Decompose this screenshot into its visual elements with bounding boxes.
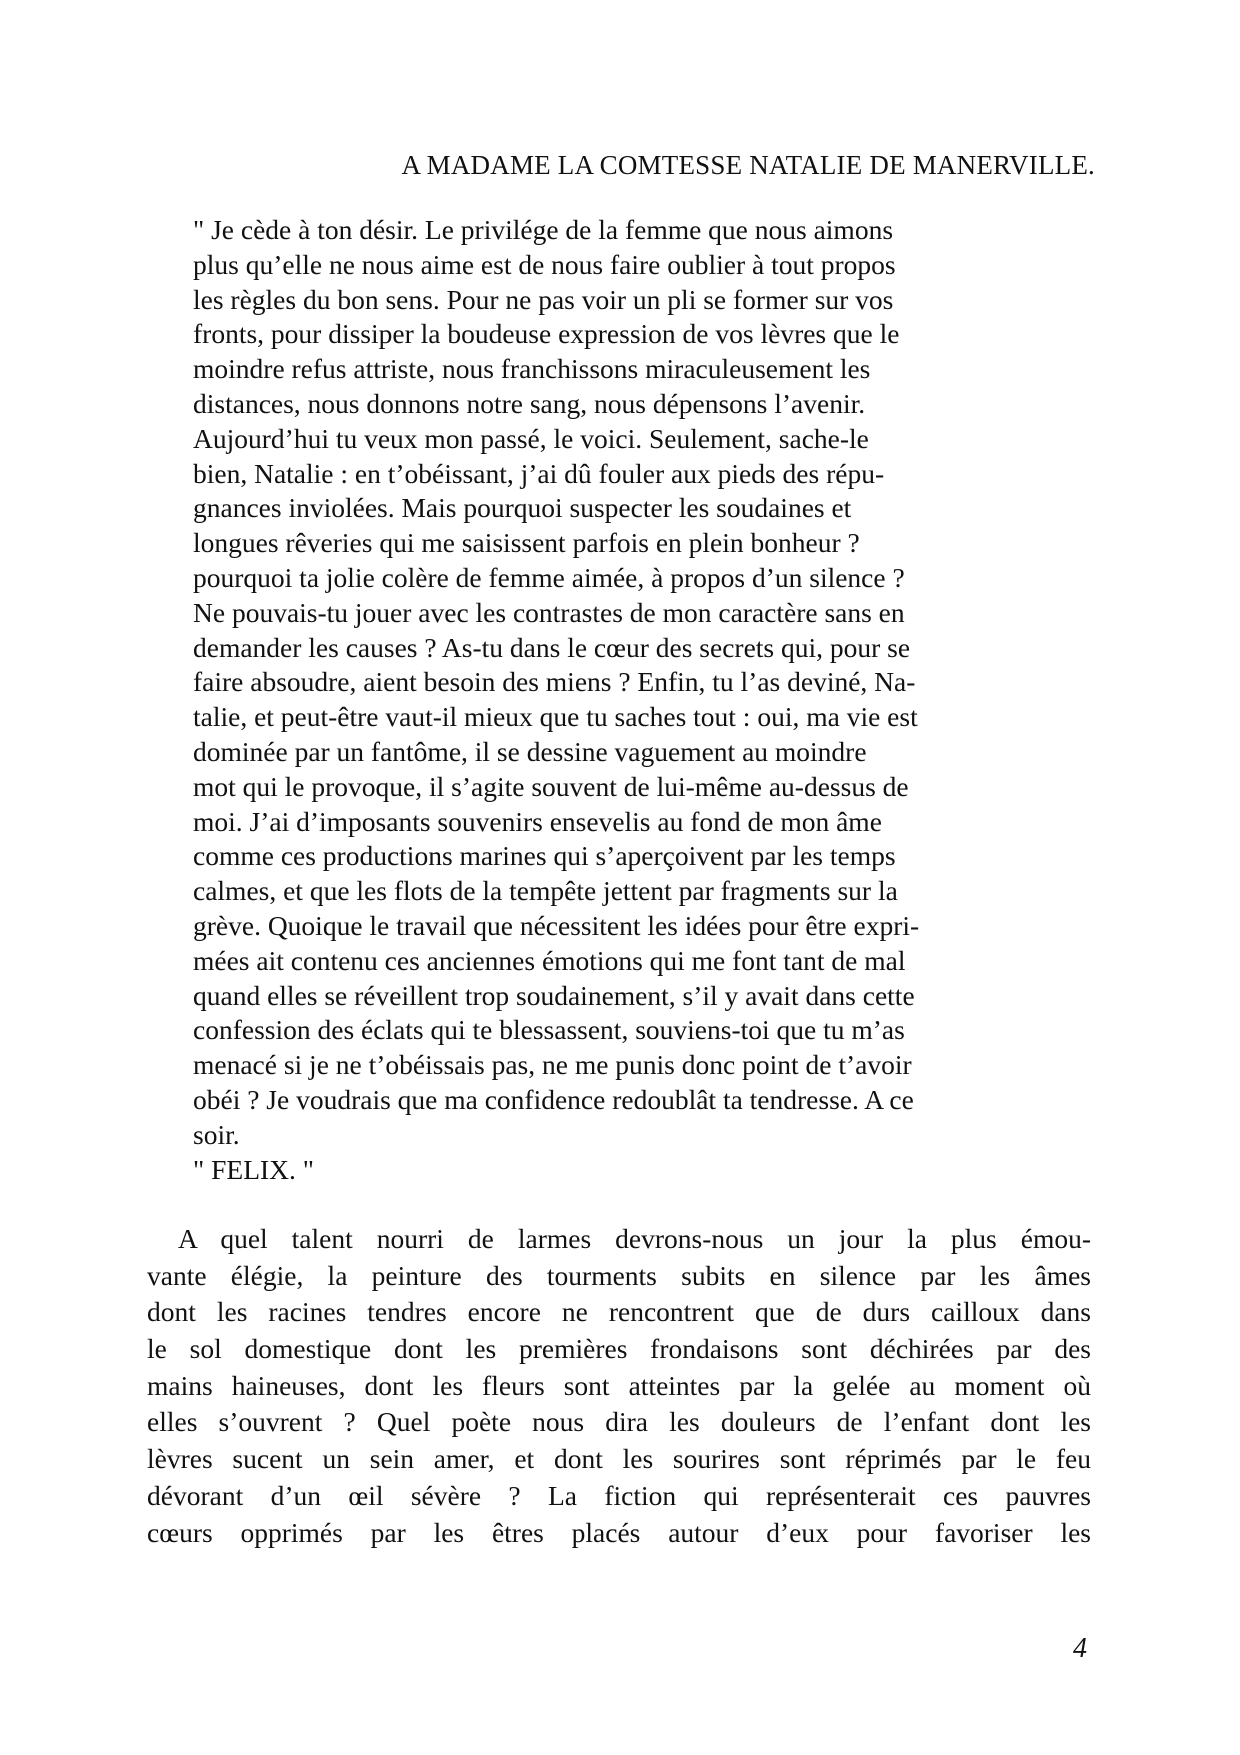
letter-line: mot qui le provoque, il s’agite souvent de lui-même au-dessus de	[193, 770, 909, 802]
letter-line: confession des éclats qui te blessassent, souviens-toi que tu m’as	[193, 1014, 905, 1046]
letter-line: comme ces productions marines qui s’aperçoivent par les temps	[193, 840, 896, 872]
page-number: 4	[1073, 1633, 1087, 1664]
letter-line: talie, et peut-être vaut-il mieux que tu saches tout : oui, ma vie est	[193, 701, 918, 733]
letter-line: calmes, et que les flots de la tempête jettent par fragments sur la	[193, 875, 898, 907]
letter-line: moindre refus attriste, nous franchissons miraculeusement les	[193, 353, 871, 385]
letter-line: mées ait contenu ces anciennes émotions qui me font tant de mal	[193, 944, 906, 976]
letter-line: soir.	[193, 1118, 240, 1150]
letter-line: gnances inviolées. Mais pourquoi suspecter les soudaines et	[193, 492, 852, 524]
narrative-line: cœurs opprimés par les êtres placés autour d’eux pour favoriser les	[147, 1516, 1091, 1548]
letter-line: les règles du bon sens. Pour ne pas voir un pli se former sur vos	[193, 283, 894, 315]
letter-line: bien, Natalie : en t’obéissant, j’ai dû fouler aux pieds des répu-	[193, 457, 885, 489]
letter-line: obéi ? Je voudrais que ma confidence redoublât ta tendresse. A ce	[193, 1083, 914, 1115]
letter-line: moi. J’ai d’imposants souvenirs ensevelis au fond de mon âme	[193, 805, 882, 837]
letter-line: longues rêveries qui me saisissent parfois en plein bonheur ?	[193, 527, 860, 559]
letter-line: Aujourd’hui tu veux mon passé, le voici. Seulement, sache-le	[193, 422, 869, 454]
narrative-line: lèvres sucent un sein amer, et dont les sourires sont réprimés par le feu	[147, 1443, 1091, 1475]
letter-line: fronts, pour dissiper la boudeuse expression de vos lèvres que le	[193, 318, 900, 350]
letter-line: " Je cède à ton désir. Le privilége de la femme que nous aimons	[193, 214, 894, 245]
narrative-paragraph	[147, 1221, 1091, 1551]
letter-line: distances, nous donnons notre sang, nous dépensons l’avenir.	[193, 387, 866, 419]
narrative-line: dévorant d’un œil sévère ? La fiction qui représenterait ces pauvres	[147, 1479, 1091, 1511]
narrative-line: le sol domestique dont les premières frondaisons sont déchirées par des	[147, 1333, 1091, 1365]
letter-line: demander les causes ? As-tu dans le cœur des secrets qui, pour se	[193, 631, 911, 663]
letter-line: plus qu’elle ne nous aime est de nous faire oublier à tout propos	[193, 248, 896, 280]
letter-block	[193, 213, 1073, 1187]
letter-line: quand elles se réveillent trop soudainement, s’il y avait dans cette	[193, 979, 915, 1011]
letter-signature: " FELIX. "	[193, 1153, 314, 1185]
letter-line: pourquoi ta jolie colère de femme aimée, à propos d’un silence ?	[193, 561, 905, 593]
narrative-line: elles s’ouvrent ? Quel poète nous dira les douleurs de l’enfant dont les	[147, 1406, 1091, 1438]
letter-line: faire absoudre, aient besoin des miens ? Enfin, tu l’as deviné, Na-	[193, 666, 916, 698]
narrative-line: mains haineuses, dont les fleurs sont atteintes par la gelée au moment où	[147, 1369, 1091, 1401]
letter-line: menacé si je ne t’obéissais pas, ne me punis donc point de t’avoir	[193, 1049, 912, 1081]
letter-line: dominée par un fantôme, il se dessine vaguement au moindre	[193, 735, 867, 767]
letter-line: grève. Quoique le travail que nécessitent les idées pour être expri-	[193, 909, 920, 941]
narrative-line: A quel talent nourri de larmes devrons-nous un jour la plus émou-	[178, 1223, 1091, 1254]
narrative-line: vante élégie, la peinture des tourments subits en silence par les âmes	[147, 1259, 1091, 1291]
narrative-line: dont les racines tendres encore ne rencontrent que de durs cailloux dans	[147, 1296, 1091, 1328]
dedication-heading: A MADAME LA COMTESSE NATALIE DE MANERVILLE.	[401, 150, 1095, 180]
letter-line: Ne pouvais-tu jouer avec les contrastes de mon caractère sans en	[193, 596, 905, 628]
